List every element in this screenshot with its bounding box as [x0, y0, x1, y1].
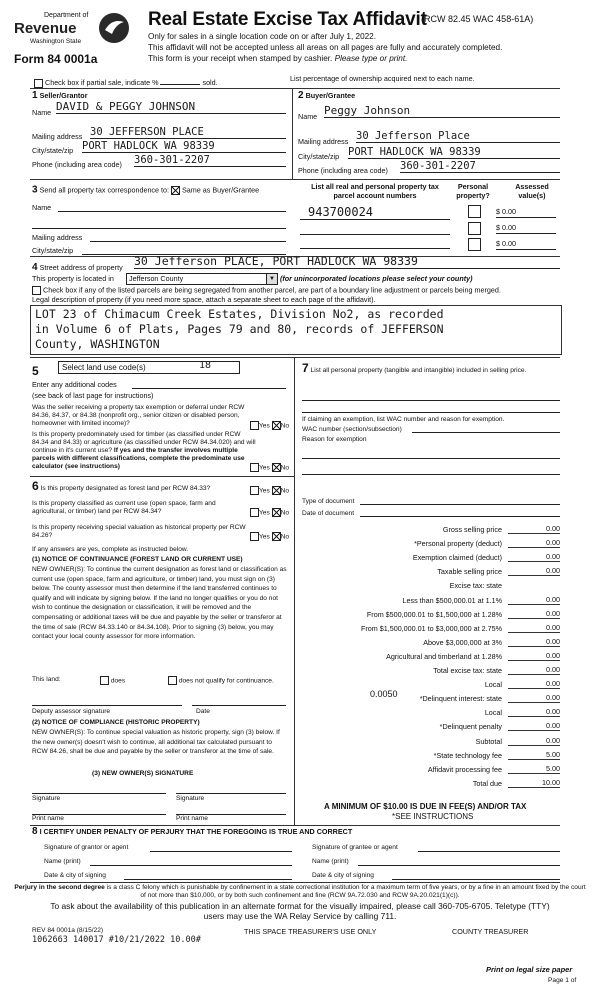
seller-heading-text: Seller/Grantor [39, 91, 88, 100]
new-owner-sig-title: (3) NEW OWNER(S) SIGNATURE [92, 770, 194, 777]
s5-q1-yes-label: Yes [259, 422, 270, 430]
buyer-phone-label: Phone (including area code) [298, 166, 388, 175]
calc-value[interactable]: 5.00 [508, 764, 560, 774]
parcel-header: List all real and personal property tax parcel account numbers [311, 182, 439, 200]
calc-value[interactable]: 0.00 [508, 693, 560, 703]
calc-label: Above $3,000,000 at 3% [423, 637, 502, 647]
calc-label: Agricultural and timberland at 1.28% [386, 651, 502, 661]
grantor-signature-field[interactable] [150, 843, 292, 852]
owner-print-label-2: Print name [176, 815, 208, 822]
legal-description-label: Legal description of property (if you need more space, attach a separate sheet to each page of the affidavit). [32, 295, 376, 304]
grantee-signature-label: Signature of grantee or agent [312, 844, 398, 851]
s6-q3: Is this property receiving special valuation as historical property per RCW 84.26? [32, 524, 246, 539]
calc-row [302, 608, 560, 621]
calc-row [302, 579, 560, 592]
calc-row [302, 650, 560, 663]
calc-row [302, 777, 560, 790]
calc-label: From $500,000.01 to $1,500,000 at 1.28% [366, 609, 502, 619]
exemption-note: If claiming an exemption, list WAC number and reason for exemption. [302, 416, 505, 423]
local-rate: 0.0050 [370, 689, 398, 699]
legal-description-box[interactable] [30, 305, 562, 355]
deputy-date-field[interactable] [192, 697, 286, 706]
calc-label: Local [484, 708, 502, 718]
s5-q2 [32, 431, 258, 471]
s6-q3-yes-label: Yes [259, 533, 270, 541]
this-land-label: This land: [32, 676, 61, 683]
seller-mailing-label: Mailing address [32, 132, 83, 141]
calc-value[interactable]: 0.00 [508, 665, 560, 675]
street-address-label: 4 Street address of property [32, 262, 123, 273]
treasurer-use: THIS SPACE TREASURER'S USE ONLY [244, 927, 377, 936]
calc-label: From $1,500,000.01 to $3,000,000 at 2.75% [360, 623, 502, 633]
s5-q2-no-label: No [280, 464, 290, 472]
county-select-value: Jefferson County [129, 274, 184, 283]
segregated-checkbox[interactable] [32, 286, 41, 295]
personal-property-header: Personal property? [456, 182, 490, 200]
calc-label: Exemption claimed (deduct) [412, 553, 502, 563]
header-line1: Only for sales in a single location code on or after July 1, 2022. [148, 32, 377, 41]
calc-value[interactable] [508, 580, 560, 589]
section8-heading: 8 I CERTIFY UNDER PENALTY OF PERJURY THAT THE FOREGOING IS TRUE AND CORRECT [32, 826, 353, 837]
calc-value[interactable]: 0.00 [508, 595, 560, 605]
calc-value[interactable]: 0.00 [508, 552, 560, 562]
grantee-date-field[interactable] [392, 871, 560, 880]
calc-row [302, 636, 560, 649]
section7-text-body: List all personal property (tangible and intangible) included in selling price. [310, 367, 527, 374]
s6-q1-yes-checkbox[interactable] [250, 486, 259, 495]
county-treasurer: COUNTY TREASURER [452, 927, 529, 936]
section3-correspondence: 3 Send all property tax correspondence to: Same as Buyer/Grantee [32, 184, 260, 196]
accessibility-notice: To ask about the availability of this publication in an alternate format for the visually impaired, please call 360-705-6705. Teletype (TTY) users may use the WA Relay Service by calling 711. [50, 901, 550, 921]
assessed-value-2[interactable]: $ 0.00 [496, 224, 556, 234]
seller-name-field[interactable]: DAVID & PEGGY JOHNSON [56, 100, 286, 114]
s5-q1: Was the seller receiving a property tax exemption or deferral under RCW 84.36, 84.37, or 84.38 (nonprofit org., senior citizen or disabled person, homeowner with limited income)? [32, 404, 245, 427]
grantee-date-label: Date & city of signing [312, 872, 374, 879]
s6-q3-yes-checkbox[interactable] [250, 532, 259, 541]
buyer-city-field[interactable]: PORT HADLOCK WA 98339 [348, 146, 560, 159]
s5-q1-no-checkbox[interactable] [272, 421, 281, 430]
calc-row [302, 735, 560, 748]
s5-q2-bold: If yes and the transfer involves multiple parcels with different classifications, complete the predominate use calculator (see instructions) [32, 447, 245, 470]
partial-sale-checkbox[interactable] [34, 79, 43, 88]
seller-mailing-field[interactable]: 30 JEFFERSON PLACE [90, 126, 286, 139]
county-note-text: (for unincorporated locations please select your county) [280, 274, 473, 283]
located-in-label: This property is located in [32, 274, 114, 283]
seller-city-field[interactable]: PORT HADLOCK WA 98339 [82, 140, 286, 153]
see-back-note: (see back of last page for instructions) [32, 391, 154, 400]
owner-print-name-2[interactable] [176, 806, 286, 815]
notice1-text: NEW OWNER(S): To continue the current designation as forest land or classification as current use (open space, farm and agriculture, or timber) land, you must sign on (3) below. The county assessor must then determine if the land transferred continues to qualify and will indicate by signing below. If the land no longer qualifies or you do not wish to continue the designation or classification, it will be removed and the compensating or additional taxes will be due and payable by the seller or transferor at the time of sale (RCW 84.33.140 or 84.34.108). Prior to signing (3) below, you may contact your local county assessor for more information. [32, 566, 287, 641]
legal-line-3: County, WASHINGTON [35, 337, 160, 351]
s6-q2-no-label: No [280, 509, 290, 517]
calc-row [302, 594, 560, 607]
county-note [280, 275, 473, 284]
partial-sale-label: Check box if partial sale, indicate % [45, 78, 159, 87]
form-rcw: (RCW 82.45 WAC 458-61A) [421, 14, 534, 24]
same-as-buyer-checkbox[interactable] [171, 186, 180, 195]
section5-number: 5 [32, 364, 39, 378]
calc-value[interactable]: 0.00 [508, 736, 560, 746]
partial-sale-row [34, 77, 218, 88]
perjury-notice [14, 884, 586, 900]
revision-label: REV 84 0001a (8/15/22) [32, 927, 104, 934]
land-use-code: 18 [199, 360, 212, 371]
owner-signature-1[interactable] [32, 785, 166, 794]
calc-label: *Delinquent interest: state [419, 694, 502, 704]
calc-label: Affidavit processing fee [427, 764, 502, 774]
minimum-due-note: A MINIMUM OF $10.00 IS DUE IN FEE(S) AND/OR TAX [324, 802, 527, 811]
header-line2: This affidavit will not be accepted unless all areas on all pages are fully and accurately completed. [148, 43, 503, 52]
cashier-stamp: 1062663 140017 #10/21/2022 10.00# [32, 935, 201, 945]
deputy-date-label: Date [196, 708, 210, 715]
partial-sale-sold: sold. [202, 78, 218, 87]
calc-value[interactable]: 0.00 [508, 721, 560, 731]
calc-label: Taxable selling price [437, 567, 502, 577]
s5-q2-text: Is this property predominately used for timber (as classified under RCW 84.34 and 84.33) or agriculture (as classified under RCW 84.34.020) and will continue in it's current use? [32, 431, 256, 454]
does-not-label: does not qualify for continuance. [178, 677, 274, 685]
buyer-phone-field[interactable]: 360-301-2207 [400, 160, 560, 173]
legal-line-2: in Volume 6 of Plats, Pages 79 and 80, records of JEFFERSON [35, 322, 444, 336]
section7-text: 7 List all personal property (tangible and intangible) included in selling price. [302, 361, 527, 375]
does-label: does [110, 677, 126, 685]
assessed-value-3[interactable]: $ 0.00 [496, 240, 556, 250]
street-address-label-text: Street address of property [39, 263, 123, 272]
calc-label: Total due [472, 778, 502, 788]
dept-line2: Revenue [14, 20, 77, 37]
calc-value[interactable]: 0.00 [508, 707, 560, 717]
does-not-option [168, 676, 288, 685]
owner-print-name-1[interactable] [32, 806, 166, 815]
s5-q2-no-checkbox[interactable] [272, 463, 281, 472]
buyer-name-field[interactable]: Peggy Johnson [324, 104, 560, 118]
partial-sale-percent[interactable] [160, 77, 200, 85]
buyer-city-label: City/state/zip [298, 152, 340, 161]
ownership-note: List percentage of ownership acquired next to each name. [290, 74, 475, 83]
buyer-heading-text: Buyer/Grantee [305, 91, 356, 100]
personal-property-checkbox-3[interactable] [468, 238, 481, 251]
calc-row [302, 706, 560, 719]
calc-value[interactable]: 0.00 [508, 524, 560, 534]
calc-label: Excise tax: state [449, 581, 502, 591]
s6-q1-text: Is this property designated as forest land per RCW 84.33? [40, 485, 211, 492]
calc-value[interactable]: 0.00 [508, 566, 560, 576]
grantor-date-field[interactable] [124, 871, 292, 880]
s6-q1-yes-label: Yes [259, 487, 270, 495]
notice2-title: (2) NOTICE OF COMPLIANCE (HISTORIC PROPERTY) [32, 719, 200, 726]
calc-label: Gross selling price [442, 525, 502, 534]
chevron-down-icon: ▼ [266, 274, 277, 284]
street-address-field[interactable]: 30 Jefferson PLACE, PORT HADLOCK WA 98339 [134, 254, 560, 269]
form-number: Form 84 0001a [14, 52, 98, 66]
s6-q1-answer [250, 486, 289, 495]
owner-signature-label-1: Signature [32, 795, 61, 802]
s3-mailing-field[interactable] [90, 233, 286, 242]
calc-value[interactable]: 10.00 [508, 778, 560, 788]
doc-type-label: Type of document [302, 498, 355, 505]
calc-label: Less than $500,000.01 at 1.1% [402, 595, 502, 605]
s6-q2-yes-checkbox[interactable] [250, 508, 259, 517]
s3-city-label: City/state/zip [32, 246, 74, 255]
does-option [100, 676, 125, 685]
calc-label: Total excise tax: state [433, 666, 502, 675]
calc-value[interactable]: 0.00 [508, 538, 560, 548]
deputy-signature-label: Deputy assessor signature [32, 708, 111, 715]
parcel-number-1[interactable]: 943700024 [300, 205, 450, 220]
does-not-checkbox[interactable] [168, 676, 177, 685]
grantee-name-label: Name (print) [312, 858, 349, 865]
wac-field[interactable] [412, 424, 560, 433]
buyer-name-label: Name [298, 112, 318, 121]
calc-value[interactable]: 0.00 [508, 623, 560, 633]
grantor-name-field[interactable] [90, 857, 292, 866]
perjury-bold: Perjury in the second degree [14, 884, 105, 891]
calc-row [302, 565, 560, 578]
this-land-row [32, 676, 61, 684]
calc-row [302, 664, 560, 677]
deputy-signature-field[interactable] [32, 697, 182, 706]
s6-q2-no-checkbox[interactable] [272, 508, 281, 517]
wac-label: WAC number (section/subsection) [302, 426, 402, 433]
legal-line-1: LOT 23 of Chimacum Creek Estates, Division No2, as recorded [35, 307, 444, 321]
section8-heading-text: I CERTIFY UNDER PENALTY OF PERJURY THAT THE FOREGOING IS TRUE AND CORRECT [39, 827, 353, 836]
calc-row [302, 763, 560, 776]
doc-date-field[interactable] [360, 508, 560, 517]
s6-q2: Is this property classified as current use (open space, farm and agricultural, or timber) land per RCW 84.34? [32, 500, 216, 515]
additional-codes-field[interactable] [132, 380, 286, 389]
owner-signature-2[interactable] [176, 785, 286, 794]
s5-q1-no-label: No [280, 422, 290, 430]
calc-value[interactable]: 0.00 [508, 651, 560, 661]
assessed-value-header: Assessed value(s) [515, 182, 549, 200]
s5-q2-yes-checkbox[interactable] [250, 463, 259, 472]
calc-row [302, 678, 560, 691]
form-title: Real Estate Excise Tax Affidavit [148, 9, 427, 30]
s3-blank-line[interactable] [32, 220, 286, 229]
header-line3-text: This form is your receipt when stamped by cashier. [148, 54, 333, 63]
calc-value[interactable]: 5.00 [508, 750, 560, 760]
calc-label: Subtotal [475, 736, 502, 746]
segregated-row [32, 286, 501, 295]
calc-row [302, 689, 560, 705]
grantor-name-label: Name (print) [44, 858, 81, 865]
buyer-mailing-field[interactable]: 30 Jefferson Place [356, 130, 560, 143]
owner-print-label-1: Print name [32, 815, 64, 822]
calc-value[interactable]: 0.00 [508, 609, 560, 619]
grantor-signature-label: Signature of grantor or agent [44, 844, 129, 851]
buyer-mailing-label: Mailing address [298, 137, 349, 146]
header-line3 [148, 54, 407, 63]
does-checkbox[interactable] [100, 676, 109, 685]
s6-if-yes: If any answers are yes, complete as instructed below. [32, 546, 189, 553]
calc-row [302, 720, 560, 733]
dept-line1: Department of [44, 12, 89, 19]
s3-name-field[interactable] [58, 203, 286, 212]
seller-heading: 1 Seller/Grantor [32, 90, 88, 101]
s6-q1-no-label: No [280, 487, 290, 495]
personal-property-checkbox-2[interactable] [468, 222, 481, 235]
s5-q1-yes-checkbox[interactable] [250, 421, 259, 430]
s5-q2-yes-label: Yes [259, 464, 270, 472]
s6-q3-no-label: No [280, 533, 290, 541]
perjury-text: is a class C felony which is punishable by confinement in a state correctional institution for a maximum term of five years, or by a fine in an amount fixed by the court of not more than $10,000, or by both such confinement and fine (RCW 9A.72.030 and RCW 9A.20.021(1)(c)). [104, 884, 586, 899]
seller-city-label: City/state/zip [32, 146, 74, 155]
parcel-number-3[interactable] [300, 240, 450, 249]
s6-q3-answer [250, 532, 289, 541]
s6-q2-yes-label: Yes [259, 509, 270, 517]
correspondence-label: Send all property tax correspondence to: [39, 185, 170, 195]
seller-name-label: Name [32, 108, 52, 117]
dept-line3: Washington State [30, 38, 82, 45]
calc-row [302, 537, 560, 550]
same-as-buyer-label: Same as Buyer/Grantee [182, 185, 260, 195]
personal-property-list-1[interactable] [302, 392, 560, 401]
s3-name-label: Name [32, 203, 52, 212]
land-use-select-label: Select land use code(s) [62, 362, 146, 372]
buyer-heading: 2 Buyer/Grantee [298, 90, 356, 101]
doc-type-field[interactable] [360, 496, 560, 505]
calc-label: Local [484, 680, 502, 690]
parcel-number-2[interactable] [300, 226, 450, 235]
see-instructions: *SEE INSTRUCTIONS [392, 812, 474, 821]
calc-row [302, 622, 560, 635]
seller-phone-field[interactable]: 360-301-2207 [134, 154, 286, 167]
county-select[interactable] [126, 273, 278, 285]
calc-row [302, 749, 560, 762]
owner-signature-label-2: Signature [176, 795, 205, 802]
calc-value[interactable]: 0.00 [508, 637, 560, 647]
s6-q2-answer [250, 508, 289, 517]
s6-q1: 6 Is this property designated as forest land per RCW 84.33? [32, 479, 211, 493]
calc-row [302, 523, 560, 536]
grantee-signature-field[interactable] [418, 843, 560, 852]
reason-field-2[interactable] [302, 466, 560, 475]
page-number: Page 1 of [548, 977, 577, 984]
calc-label: *Delinquent penalty [439, 722, 502, 732]
reason-field-1[interactable] [302, 450, 560, 459]
assessed-value-1[interactable]: $ 0.00 [496, 208, 556, 218]
segregated-label: Check box if any of the listed parcels are being segregated from another parcel, are part of a boundary line adjustment or parcels being merged. [43, 285, 501, 295]
notice2-text: NEW OWNER(S): To continue special valuation as historic property, sign (3) below. If the new owner(s) doesn't wish to continue, all additional tax calculated pursuant to RCW 84.26, shall be due and payable by the seller or transferor at the time of sale. [32, 729, 280, 756]
personal-property-checkbox-1[interactable] [468, 205, 481, 218]
grantee-name-field[interactable] [358, 857, 560, 866]
s3-mailing-label: Mailing address [32, 233, 83, 242]
reason-label: Reason for exemption [302, 436, 367, 443]
additional-codes-label: Enter any additional codes [32, 380, 117, 389]
s5-q2-answer [250, 463, 289, 472]
calc-label: *Personal property (deduct) [414, 539, 502, 549]
doc-date-label: Date of document [302, 510, 355, 517]
dor-swoosh-icon [98, 12, 130, 44]
s6-q3-no-checkbox[interactable] [272, 532, 281, 541]
calc-label: *State technology fee [433, 750, 502, 760]
personal-property-list-2[interactable] [302, 404, 560, 413]
legal-size-note: Print on legal size paper [486, 965, 573, 974]
s5-q1-answer [250, 421, 289, 430]
seller-phone-label: Phone (including area code) [32, 160, 122, 169]
land-use-select[interactable] [58, 361, 240, 374]
s6-q1-no-checkbox[interactable] [272, 486, 281, 495]
calc-value[interactable]: 0.00 [508, 679, 560, 689]
grantor-date-label: Date & city of signing [44, 872, 106, 879]
notice1-title: (1) NOTICE OF CONTINUANCE (FOREST LAND OR CURRENT USE) [32, 556, 243, 563]
calc-row [302, 551, 560, 564]
header-line3-italic: Please type or print. [334, 54, 408, 63]
